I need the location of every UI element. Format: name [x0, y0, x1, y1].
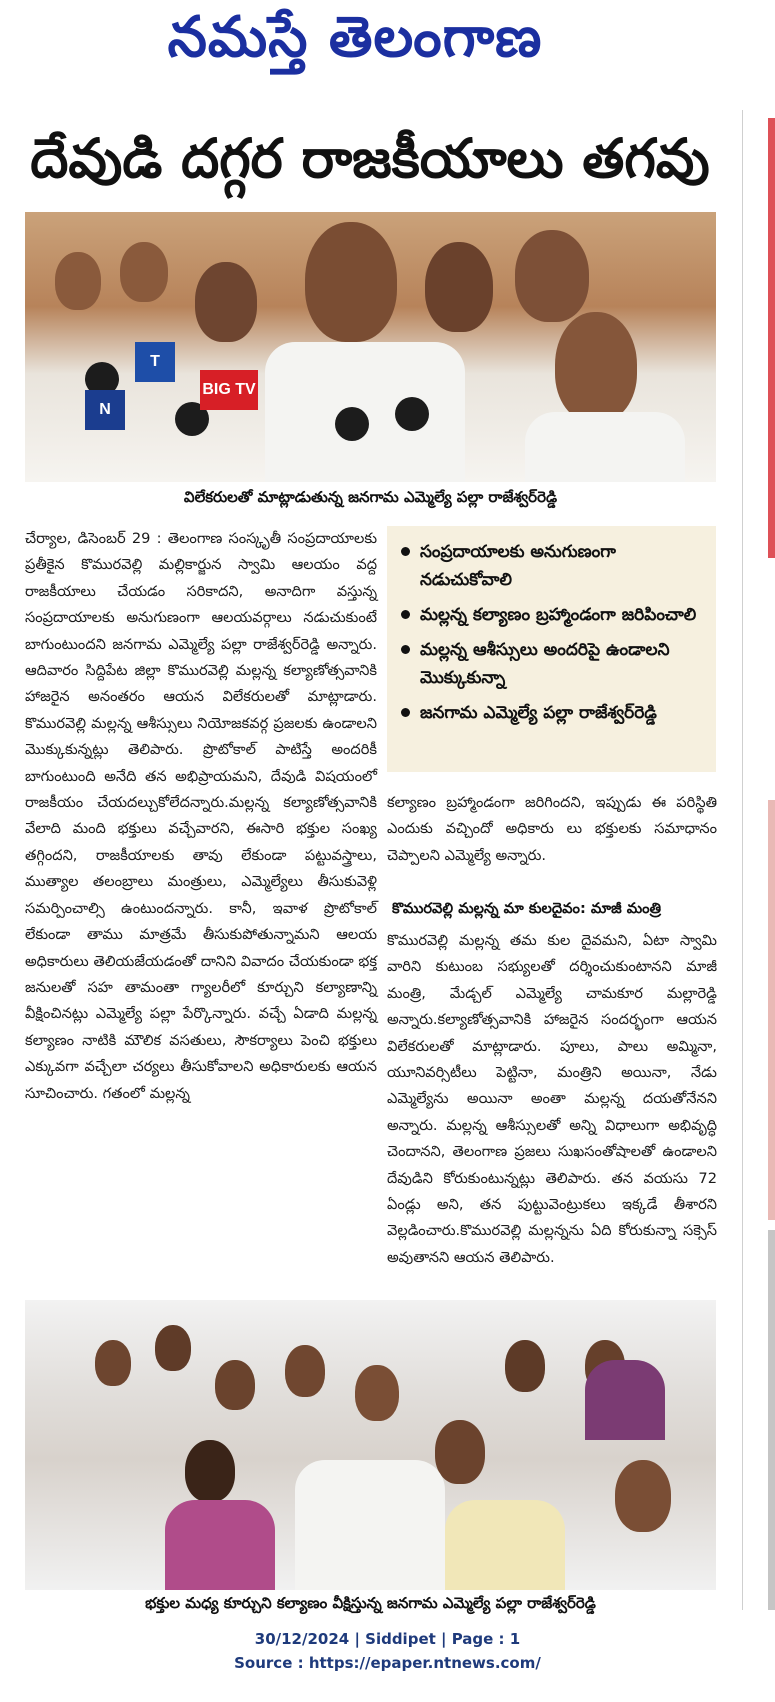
- adjacent-page-edge: [768, 800, 775, 1220]
- adjacent-page-edge: [768, 1230, 775, 1610]
- newspaper-masthead: నమస్తే తెలంగాణ: [167, 4, 543, 70]
- footer-date-edition: 30/12/2024 | Siddipet | Page : 1: [254, 1630, 521, 1648]
- highlight-item: జనగామ ఎమ్మెల్యే పల్లా రాజేశ్వర్‌రెడ్డి: [397, 699, 706, 727]
- bullet-icon: [401, 645, 410, 654]
- highlights-box: [387, 526, 716, 772]
- photo2-caption: భక్తుల మధ్య కూర్చుని కల్యాణం వీక్షిస్తున్న జనగామ ఎమ్మెల్యే పల్లా రాజేశ్వర్‌రెడ్డి: [145, 1594, 596, 1612]
- photo1-caption: విలేకరులతో మాట్లాడుతున్న జనగామ ఎమ్మెల్యే పల్లా రాజేశ్వర్‌రెడ్డి: [183, 488, 558, 506]
- tv-mic-cube: T: [135, 342, 175, 382]
- article-column-2-top: కల్యాణం బ్రహ్మాండంగా జరిగిందని, ఇప్పుడు ఈ పరిస్థితి ఎందుకు వచ్చిందో అధికారు లు భక్తులకు సమాధానం చెప్పాలని ఎమ్మెల్యే అన్నారు.: [387, 794, 717, 864]
- bullet-icon: [401, 708, 410, 717]
- article-column-1: చేర్యాల, డిసెంబర్ 29 : తెలంగాణ సంస్కృతీ సంప్రదాయాలకు ప్రతీకైన కొమురవెల్లి మల్లికార్జున స్వామి ఆలయం వద్ద రాజకీయాలు చేయడం సరికాదని, అనాదిగా వస్తున్న సంప్రదాయాలకు అనుగుణంగా ఆలయవర్గాలు నడుచుకుంటే బాగుంటుందని జనగామ ఎమ్మెల్యే పల్లా రాజేశ్వర్‌రెడ్డి అన్నారు. ఆదివారం సిద్దిపేట జిల్లా కొమురవెల్లి మల్లన్న కల్యాణోత్సవానికి హాజరైన అనంతరం ఆయన విలేకరులతో మాట్లాడారు. కొమురవెల్లి మల్లన్న ఆశీస్సులు నియోజకవర్గ ప్రజలకు ఉండాలని మొక్కుకున్నట్లు తెలిపారు. ప్రొటోకాల్ పాటిస్తే అందరికీ బాగుంటుంది అనేది తన అభిప్రాయమని, దేవుడి విషయంలో రాజకీయం చేయదల్చుకోలేదన్నారు.మల్లన్న కల్యాణోత్సవానికి వేలాది మంది భక్తులు వచ్చేవారని, ఈసారి భక్తుల సంఖ్య తగ్గిందని, రాజకీయాలకు తావు లేకుండా పట్టువస్త్రాలు, ముత్యాల తలంబ్రాలు మంత్రులు, ఎమ్మెల్యేలు తీసుకువెళ్లి సమర్పించాల్సి ఉంటుందన్నారు. కానీ, ఇవాళ ప్రొటోకాల్ లేకుండా తాము మాత్రమే తీసుకుపోతున్నామని ఆలయ అధికారులు తెలియజేయడంతో దానిని వివాదం చేయకుండా భక్త జనులతో సహ తామంతా గ్యాలరీలో కూర్చుని కల్యాణాన్ని వీక్షించినట్లు ఎమ్మెల్యే పల్లా పేర్కొన్నారు. వచ్చే ఏడాది మల్లన్న కల్యాణం నాటికి మౌలిక వసతులు, సౌకర్యాలు పెంచి భక్తులు ఎక్కువగా వచ్చేలా చర్యలు తీసుకోవాలని అధికారులకు ఆయన సూచించారు. గతంలో మల్లన్న: [25, 530, 377, 1102]
- highlight-item: మల్లన్న ఆశీస్సులు అందరిపై ఉండాలని మొక్కుకున్నా: [397, 636, 706, 692]
- column-2-subheading: కొమురవెల్లి మల్లన్న మా కులదైవం: మాజీ మంత్రి: [392, 900, 661, 917]
- bullet-icon: [401, 610, 410, 619]
- article-headline: దేవుడి దగ్గర రాజకీయాలు తగవు: [30, 126, 710, 190]
- tv-mic-cube: N: [85, 390, 125, 430]
- footer-source-link[interactable]: Source : https://epaper.ntnews.com/: [234, 1654, 541, 1672]
- column-divider: [742, 110, 743, 1610]
- big-tv-mic-cube: BIG TV: [200, 370, 258, 410]
- devotees-gallery-photo: [25, 1300, 716, 1590]
- press-conference-photo: [25, 212, 716, 482]
- bullet-icon: [401, 547, 410, 556]
- adjacent-page-edge: [768, 118, 775, 558]
- article-column-2-body: కొమురవెల్లి మల్లన్న తమ కుల దైవమని, ఏటా స్వామి వారిని కుటుంబ సభ్యులతో దర్శించుకుంటానని మాజీ మంత్రి, మేడ్చల్ ఎమ్మెల్యే చామకూర మల్లారెడ్డి అన్నారు.కల్యాణోత్సవానికి హాజరైన సందర్భంగా ఆయన విలేకరులతో మాట్లాడారు. పూలు, పాలు అమ్మినా, యూనివర్సిటీలు పెట్టినా, మంత్రిని అయినా, నేడు ఎమ్మెల్యేను అయినా అంతా మల్లన్న దయతోనేనని అన్నారు. మల్లన్న ఆశీస్సులతో అన్ని విధాలుగా అభివృద్ధి చెందానని, తెలంగాణ ప్రజలు సుఖసంతోషాలతో ఉండాలని దేవుడిని కోరుకుంటున్నట్లు తెలిపారు. తన వయసు 72 ఏండ్లు అని, తన పుట్టువెంట్రుకలు ఇక్కడే తీశారని వెల్లడించారు.కొమురవెల్లి మల్లన్నను ఏది కోరుకున్నా సక్సెస్ అవుతానని ఆయన తెలిపారు.: [387, 932, 717, 1266]
- highlight-item: సంప్రదాయాలకు అనుగుణంగా నడుచుకోవాలి: [397, 538, 706, 594]
- highlight-item: మల్లన్న కల్యాణం బ్రహ్మాండంగా జరిపించాలి: [397, 601, 706, 629]
